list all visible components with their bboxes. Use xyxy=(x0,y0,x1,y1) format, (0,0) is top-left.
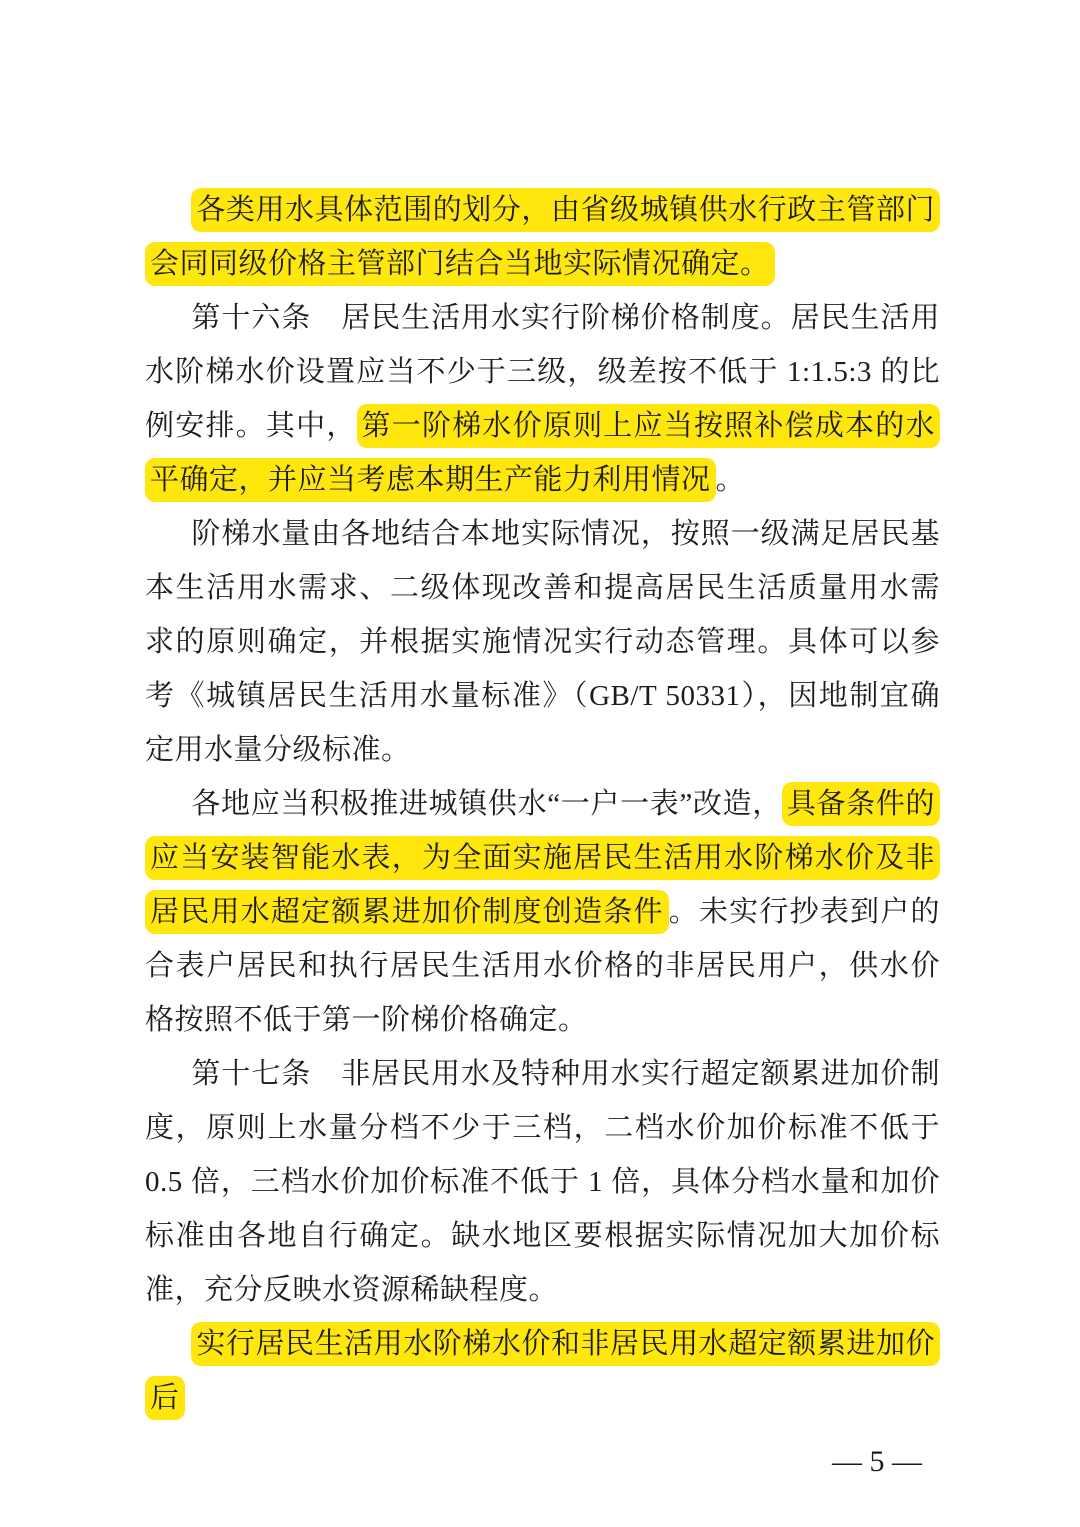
highlighted-text: 第一阶梯水价原则上应当按照补偿成本的水平确定，并应当考虑本期生产能力利用情况 xyxy=(145,404,940,502)
paragraph-article-16 xyxy=(145,291,940,507)
text-segment: 。 xyxy=(715,464,746,496)
paragraph-article-17 xyxy=(145,1047,940,1317)
paragraph-scope-of-water-use xyxy=(145,183,940,291)
highlighted-text: 实行居民生活用水阶梯水价和非居民用水超定额累进加价后 xyxy=(145,1322,940,1420)
text-segment: 。未实行抄表到户的合表户居民和执行居民生活用水价格的非居民用户，供水价格按照不低于第一阶梯价格确定。 xyxy=(145,896,940,1036)
paragraph-tier-volumes xyxy=(145,507,940,777)
text-segment: 各地应当积极推进城镇供水“一户一表”改造， xyxy=(191,788,782,820)
text-segment: 第十七条 非居民用水及特种用水实行超定额累进加价制度，原则上水量分档不少于三档，二档水价加价标准不低于 0.5 倍，三档水价加价标准不低于 1 倍，具体分档水量和加价标准由各地自行确定。缺水地区要根据实际情况加大加价标准，充分反映水资源稀缺程度。 xyxy=(145,1058,940,1306)
text-segment: 阶梯水量由各地结合本地实际情况，按照一级满足居民基本生活用水需求、二级体现改善和提高居民生活质量用水需求的原则确定，并根据实施情况实行动态管理。具体可以参考《城镇居民生活用水量标准》（GB/T 50331），因地制宜确定用水量分级标准。 xyxy=(145,518,940,766)
page-number: — 5 — xyxy=(832,1445,922,1478)
highlighted-text: 各类用水具体范围的划分，由省级城镇供水行政主管部门会同同级价格主管部门结合当地实际情况确定。 xyxy=(145,188,940,286)
paragraph-meter-upgrade xyxy=(145,777,940,1047)
highlighted-text: 具备条件的应当安装智能水表，为全面实施居民生活用水阶梯水价及非居民用水超定额累进加价制度创造条件 xyxy=(145,782,940,934)
paragraph-after-tier-pricing xyxy=(145,1317,940,1425)
text-segment: 第十六条 居民生活用水实行阶梯价格制度。居民生活用水阶梯水价设置应当不少于三级，级差按不低于 1:1.5:3 的比例安排。其中， xyxy=(145,302,940,442)
